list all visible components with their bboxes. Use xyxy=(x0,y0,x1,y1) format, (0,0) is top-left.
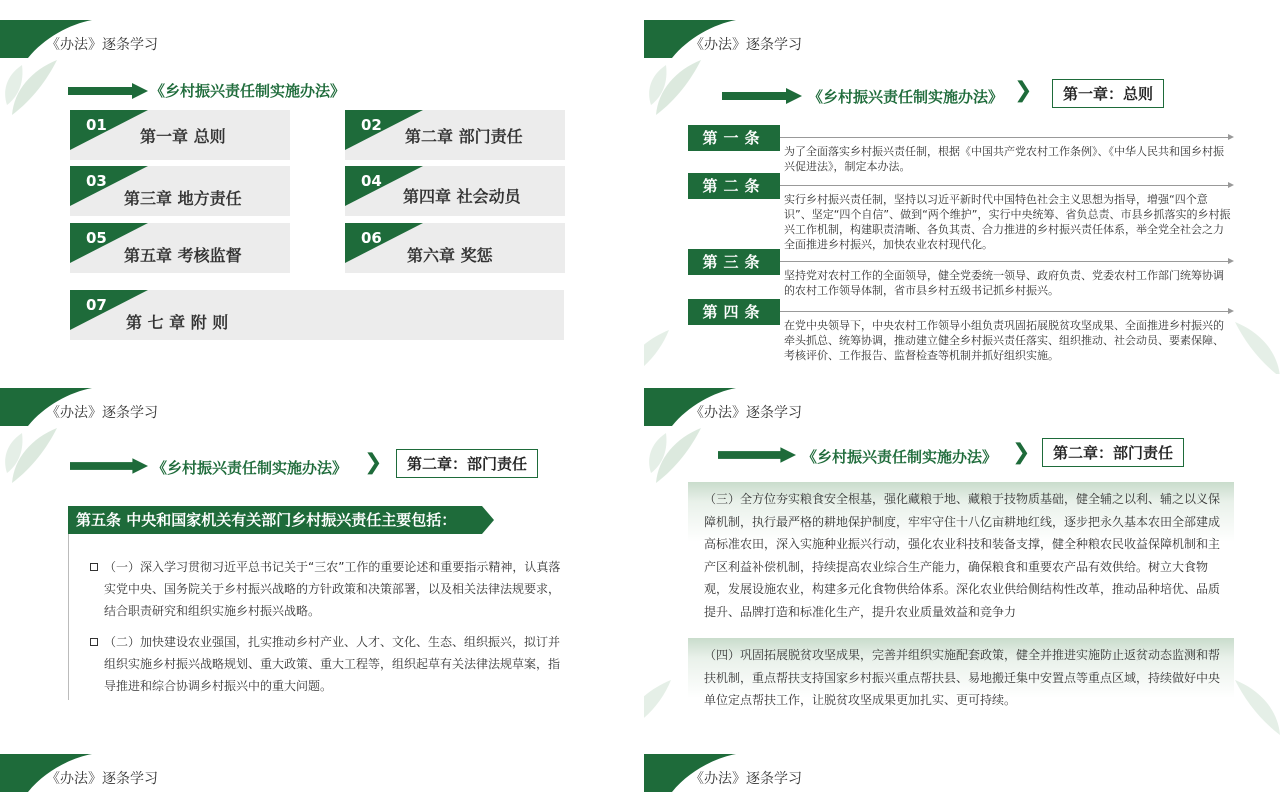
square-bullet-icon xyxy=(90,563,98,571)
leaf-decoration xyxy=(2,418,62,488)
header-label: 《办法》逐条学习 xyxy=(690,37,802,53)
chevron-right-icon: ❯ xyxy=(1012,440,1031,465)
slide-toc xyxy=(0,20,636,374)
article-text-3: 坚持党对农村工作的全面领导，健全党委统一领导、政府负责、党委农村工作部门统筹协调的农村工作领导体制，省市县乡村五级书记抓乡村振兴。 xyxy=(784,269,1224,297)
article-divider xyxy=(780,261,1230,262)
header-label: 《办法》逐条学习 xyxy=(690,771,802,787)
article-banner: 第五条 中央和国家机关有关部门乡村振兴责任主要包括： xyxy=(68,506,482,534)
header-label: 《办法》逐条学习 xyxy=(46,771,158,787)
toc-label: 第二章 部门责任 xyxy=(405,127,523,146)
leaf-decoration xyxy=(1230,670,1280,740)
toc-card-03[interactable] xyxy=(70,166,290,216)
chevron-right-icon: ❯ xyxy=(1014,78,1033,103)
law-title: 《乡村振兴责任制实施办法》 xyxy=(802,448,998,466)
article-tab-3: 第三条 xyxy=(688,249,780,275)
chevron-right-icon: ❯ xyxy=(364,450,383,475)
paragraph-box-3: （三）全方位夯实粮食安全根基，强化藏粮于地、藏粮于技物质基础，健全辅之以利、辅之以义保障机制，执行最严格的耕地保护制度，牢牢守住十八亿亩耕地红线，逐步把永久基本农田全部建成高标准农田，深入实施种业振兴行动，强化农业科技和装备支撑，健全种粮农民收益保障机制和主产区利益补偿机制，持续提高农业综合生产能力，确保粮食和重要农产品有效供给。树立大食物观，发展设施农业，构建多元化食物供给体系。深化农业供给侧结构性改革，推动品种培优、品质提升、品牌打造和标准化生产，提升农业质量效益和竞争力 xyxy=(688,482,1234,629)
arrow-icon xyxy=(722,88,802,104)
item-paragraph-1: （一）深入学习贯彻习近平总书记关于“三农”工作的重要论述和重要指示精神，认真落实党中央、国务院关于乡村振兴战略的方针政策和决策部署，以及相关法律法规要求，结合职责研究和组织实施乡村振兴战略。 xyxy=(104,560,561,618)
toc-label: 第一章 总则 xyxy=(140,127,226,146)
toc-number: 04 xyxy=(361,172,382,190)
law-title: 《乡村振兴责任制实施办法》 xyxy=(150,82,346,100)
header-label: 《办法》逐条学习 xyxy=(46,37,158,53)
leaf-decoration xyxy=(2,50,62,120)
article-divider xyxy=(780,311,1230,312)
article-text-1: 为了全面落实乡村振兴责任制，根据《中国共产党农村工作条例》、《中华人民共和国乡村振兴促进法》，制定本办法。 xyxy=(784,145,1224,173)
toc-number: 03 xyxy=(86,172,107,190)
leaf-decoration xyxy=(646,50,706,120)
leaf-decoration xyxy=(644,320,674,374)
header-label: 《办法》逐条学习 xyxy=(690,405,802,421)
toc-number: 02 xyxy=(361,116,382,134)
toc-label: 第三章 地方责任 xyxy=(124,189,242,208)
law-title: 《乡村振兴责任制实施办法》 xyxy=(152,459,348,477)
toc-number: 01 xyxy=(86,116,107,134)
toc-card-01[interactable] xyxy=(70,110,290,160)
toc-number: 06 xyxy=(361,229,382,247)
law-title: 《乡村振兴责任制实施办法》 xyxy=(808,88,1004,106)
toc-card-06[interactable] xyxy=(345,223,565,273)
slide-article-5 xyxy=(0,388,636,742)
toc-label: 第五章 考核监督 xyxy=(124,246,242,265)
article-tab-1: 第一条 xyxy=(688,125,780,151)
square-bullet-icon xyxy=(90,638,98,646)
banner-arrow-shape xyxy=(482,506,494,534)
slide-article-5-continued xyxy=(644,388,1280,742)
article-text-2: 实行乡村振兴责任制，坚持以习近平新时代中国特色社会主义思想为指导，增强“四个意识”、坚定“四个自信”、做到“两个维护”，实行中央统筹、省负总责、市县乡抓落实的乡村振兴工作机制，构建职责清晰、各负其责、合力推进的乡村振兴责任体系，举全党全社会之力全面推进乡村振兴，加快农业农村现代化。 xyxy=(784,193,1231,251)
toc-card-05[interactable] xyxy=(70,223,290,273)
header-label: 《办法》逐条学习 xyxy=(46,405,158,421)
arrow-icon xyxy=(70,458,148,474)
toc-number: 05 xyxy=(86,229,107,247)
toc-label: 第六章 奖惩 xyxy=(407,246,493,265)
paragraph-box-4: （四）巩固拓展脱贫攻坚成果，完善并组织实施配套政策，健全并推进实施防止返贫动态监测和帮扶机制，重点帮扶支持国家乡村振兴重点帮扶县、易地搬迁集中安置点等重点区域，持续做好中央单位定点帮扶工作，让脱贫攻坚成果更加扎实、更可持续。 xyxy=(688,638,1234,718)
toc-label: 第四章 社会动员 xyxy=(403,187,521,206)
article-tab-4: 第四条 xyxy=(688,299,780,325)
toc-card-04[interactable] xyxy=(345,166,565,216)
leaf-decoration xyxy=(646,418,706,488)
article-divider xyxy=(780,137,1230,138)
article-tab-2: 第二条 xyxy=(688,173,780,199)
slide-partial-right xyxy=(644,754,1280,800)
toc-label: 第 七 章 附 则 xyxy=(126,313,229,332)
toc-card-02[interactable] xyxy=(345,110,565,160)
arrow-icon xyxy=(718,447,796,463)
toc-number: 07 xyxy=(86,296,107,314)
chapter-box: 第二章：部门责任 xyxy=(396,449,538,478)
article-text-4: 在党中央领导下，中央农村工作领导小组负责巩固拓展脱贫攻坚成果、全面推进乡村振兴的牵头抓总、统筹协调，推动建立健全乡村振兴责任落实、组织推动、社会动员、要素保障、考核评价、工作报告、监督检查等机制并抓好组织实施。 xyxy=(784,319,1224,362)
left-rule xyxy=(68,534,69,700)
slide-chapter-1 xyxy=(644,20,1280,374)
arrow-icon xyxy=(68,83,148,99)
slide-partial-left xyxy=(0,754,636,800)
chapter-box: 第二章：部门责任 xyxy=(1042,438,1184,467)
item-paragraph-2: （二）加快建设农业强国，扎实推动乡村产业、人才、文化、生态、组织振兴，拟订并组织实施乡村振兴战略规划、重大政策、重大工程等，组织起草有关法律法规草案，指导推进和综合协调乡村振兴中的重大问题。 xyxy=(104,635,561,693)
leaf-decoration xyxy=(1230,312,1280,374)
article-divider xyxy=(780,185,1230,186)
chapter-box: 第一章：总则 xyxy=(1052,79,1164,108)
toc-card-07[interactable] xyxy=(70,290,564,340)
leaf-decoration xyxy=(644,670,676,740)
